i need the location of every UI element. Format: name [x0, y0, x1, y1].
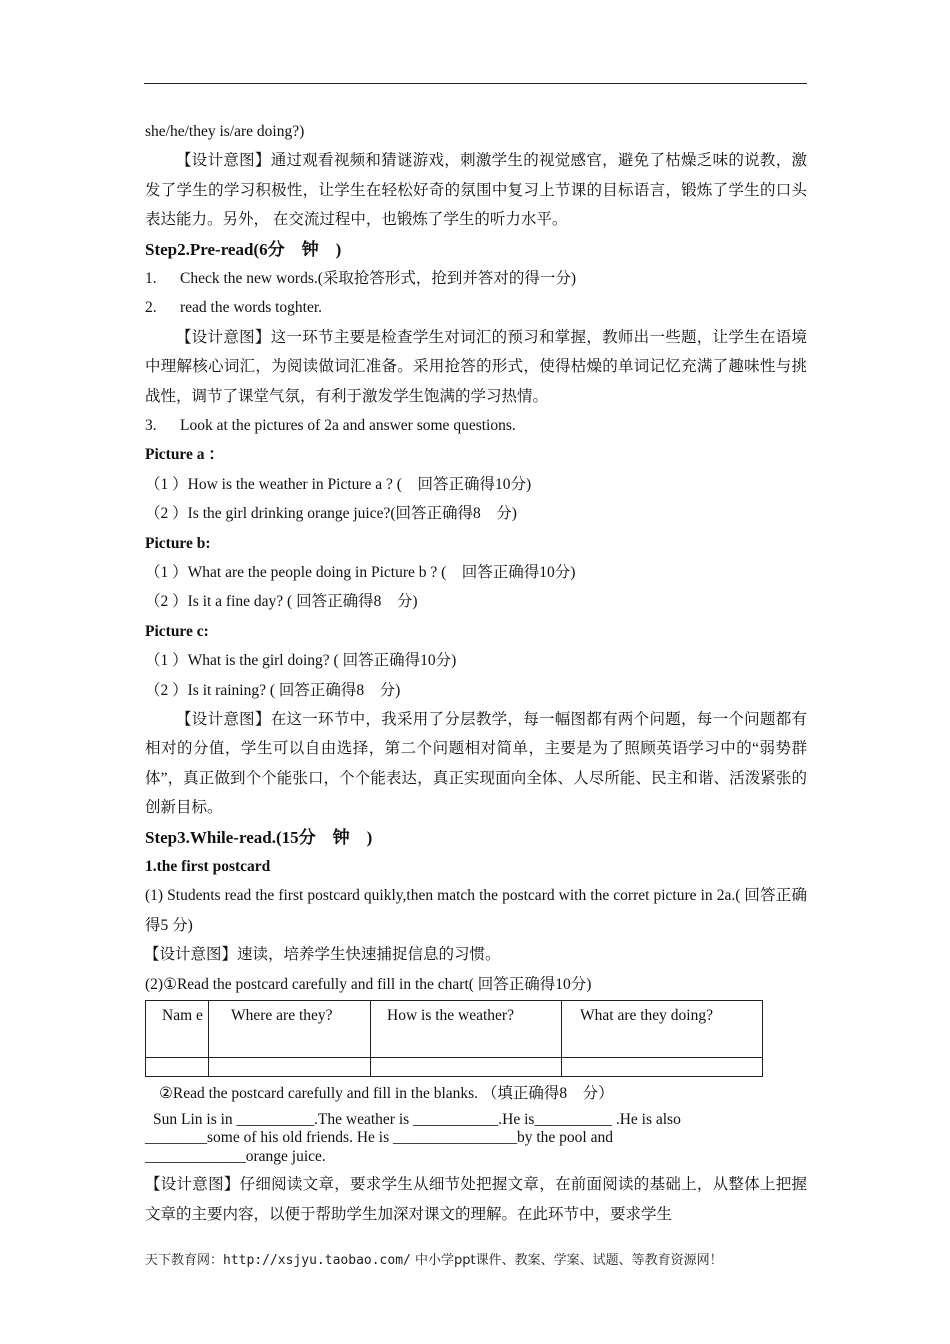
chart-header-name: Nam e	[146, 1000, 209, 1057]
task-3: ②Read the postcard carefully and fill in the blanks. （填正确得8 分）	[159, 1084, 614, 1102]
step3-heading: Step3.While-read.(15分 钟 )	[145, 827, 373, 847]
list-number: 3.	[145, 417, 157, 434]
design-intent-2: 【设计意图】这一环节主要是检查学生对词汇的预习和掌握，教师出一些题，让学生在语境中理解核心词汇，为阅读做词汇准备。采用抢答的形式，使得枯燥的单词记忆充满了趣味性与挑战性，调节了课堂气氛，有利于激发学生饱满的学习热情。	[145, 328, 807, 405]
footer-description: 中小学ppt课件、教案、学案、试题、等教育资源网！	[410, 1253, 723, 1268]
list-item	[145, 264, 807, 293]
picture-a-label: Picture a ：	[145, 446, 224, 464]
picture-b-label: Picture b:	[145, 534, 211, 552]
blank-line: Sun Lin is in __________.The weather is ___________.He is__________ .He is also	[153, 1110, 681, 1128]
document-body	[145, 117, 807, 1229]
question: （1 ）What is the girl doing? ( 回答正确得10分)	[145, 652, 457, 670]
question: （2 ）Is it a fine day? ( 回答正确得8 分)	[145, 593, 418, 611]
chart-cell[interactable]	[371, 1057, 562, 1076]
chart-header-weather: How is the weather?	[371, 1000, 562, 1057]
header-rule	[144, 83, 807, 84]
chart-header-doing: What are they doing?	[562, 1000, 763, 1057]
question: （2 ）Is the girl drinking orange juice?(回答正确得8 分)	[145, 505, 517, 523]
task-1: (1) Students read the first postcard quikly,then match the postcard with the corret picture in 2a.( 回答正确得5 分)	[145, 887, 807, 934]
list-text: Look at the pictures of 2a and answer some questions.	[180, 417, 516, 434]
step2-heading: Step2.Pre-read(6分 钟 )	[145, 239, 342, 259]
list-item	[145, 411, 807, 440]
chart-cell[interactable]	[146, 1057, 209, 1076]
list-number: 1.	[145, 270, 157, 287]
task-2: (2)①Read the postcard carefully and fill in the chart( 回答正确得10分)	[145, 975, 592, 993]
list-text: read the words toghter.	[180, 299, 323, 317]
design-intent-3: 【设计意图】在这一环节中，我采用了分层教学，每一幅图都有两个问题，每一个问题都有相对的分值，学生可以自由选择，第二个问题相对简单，主要是为了照顾英语学习中的“弱势群体”，真正做到个个能张口，个个能表达，真正实现面向全体、人尽所能、民主和谐、活泼紧张的创新目标。	[145, 710, 807, 817]
chart-cell[interactable]	[209, 1057, 371, 1076]
intro-line: she/he/they is/are doing?)	[145, 123, 305, 140]
design-intent-4: 【设计意图】速读，培养学生快速捕捉信息的习惯。	[144, 946, 501, 964]
list-number: 2.	[145, 299, 157, 317]
postcard-subheading: 1.the first postcard	[145, 857, 271, 875]
fill-in-chart	[145, 1000, 763, 1077]
question: （1 ）How is the weather in Picture a ? ( 回答正确得10分)	[145, 475, 532, 493]
design-intent-1: 【设计意图】通过观看视频和猜谜游戏，刺激学生的视觉感官，避免了枯燥乏味的说教，激发了学生的学习积极性，让学生在轻松好奇的氛围中复习上节课的目标语言，锻炼了学生的口头表达能力。另外， 在交流过程中，也锻炼了学生的听力水平。	[145, 152, 807, 229]
fill-in-blanks	[145, 1111, 807, 1167]
blank-line: ________some of his old friends. He is ________________by the pool and	[145, 1129, 613, 1147]
list-text: Check the new words.(采取抢答形式，抢到并答对的得一分)	[180, 270, 577, 287]
list-item	[145, 293, 807, 322]
question: （2 ）Is it raining? ( 回答正确得8 分)	[145, 681, 401, 699]
chart-header-where: Where are they?	[209, 1000, 371, 1057]
design-intent-5: 【设计意图】仔细阅读文章，要求学生从细节处把握文章，在前面阅读的基础上，从整体上把握文章的主要内容，以便于帮助学生加深对课文的理解。在此环节中，要求学生	[145, 1176, 807, 1223]
blank-line: _____________orange juice.	[145, 1147, 326, 1165]
footer-label: 天下教育网：	[145, 1253, 224, 1268]
page-footer	[145, 1249, 723, 1268]
footer-url[interactable]: http://xsjyu.taobao.com/	[223, 1253, 411, 1268]
question: （1 ）What are the people doing in Picture b ? ( 回答正确得10分)	[145, 563, 576, 581]
picture-c-label: Picture c:	[145, 622, 209, 640]
chart-cell[interactable]	[562, 1057, 763, 1076]
